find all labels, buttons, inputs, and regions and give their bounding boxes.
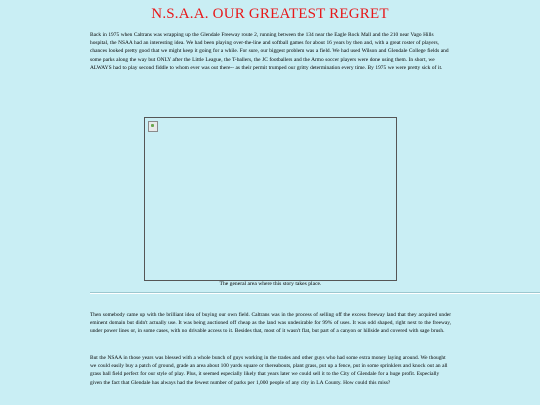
page-title: N.S.A.A. OUR GREATEST REGRET xyxy=(151,6,389,22)
story-paragraph-3: But the NSAA in those years was blessed with a whole bunch of guys working in the trades and other guys who had some extra money laying around. We thought we could easily buy a patch of ground, grade an area about 100 yards square or thereabouts, plant grass, put up a fence, put in some sprinklers and knock out an all grass ball field perfect for our style of play. Plus, it seemed especially likely that years later we could sell it to the City of Glendale for a huge profit. Especially given the fact that Glendale has always had the fewest number of parks per 1,000 people of any city in LA County. How could this miss? xyxy=(90,355,448,386)
story-paragraph-1: Back in 1975 when Caltrans was wrapping up the Glendale Freeway route 2, running between the 134 near the Eagle Rock Mall and the 210 near Vago Hills hospital, the NSAA had an interesting idea. We had been playing over-the-line and softball games for about 16 years by then and, with a great roster of players, chances looked pretty good that we might keep it going for a while. For sure, our biggest problem was a field. We had used Wilson and Glendale College fields and some parks along the way but ONLY after the Little League, the T-ballers, the JC footballers and the Armo soccer players were done using them. In short, we ALWAYS had to play second fiddle to whom ever was out there-- as their permit trumped our gritty determination every time. By 1975 we were pretty sick of it. xyxy=(90,32,449,71)
area-photo-frame xyxy=(144,117,397,281)
story-paragraph-2: Then somebody came up with the brilliant idea of buying our own field. Caltrans was in the process of selling off the excess freeway land that they acquired under eminent domain but didn't actually use. It was being auctioned off cheap as the land was undesirable for 99% of uses. It was odd shaped, right next to the freeway, under power lines or, in some cases, with no drivable access to it. Besides that, most of it wasn't flat, but part of a canyon or hillside and covered with sage brush. xyxy=(90,312,451,335)
photo-caption: The general area where this story takes place. xyxy=(219,281,322,287)
broken-image-icon xyxy=(148,121,158,132)
section-divider xyxy=(90,292,540,294)
